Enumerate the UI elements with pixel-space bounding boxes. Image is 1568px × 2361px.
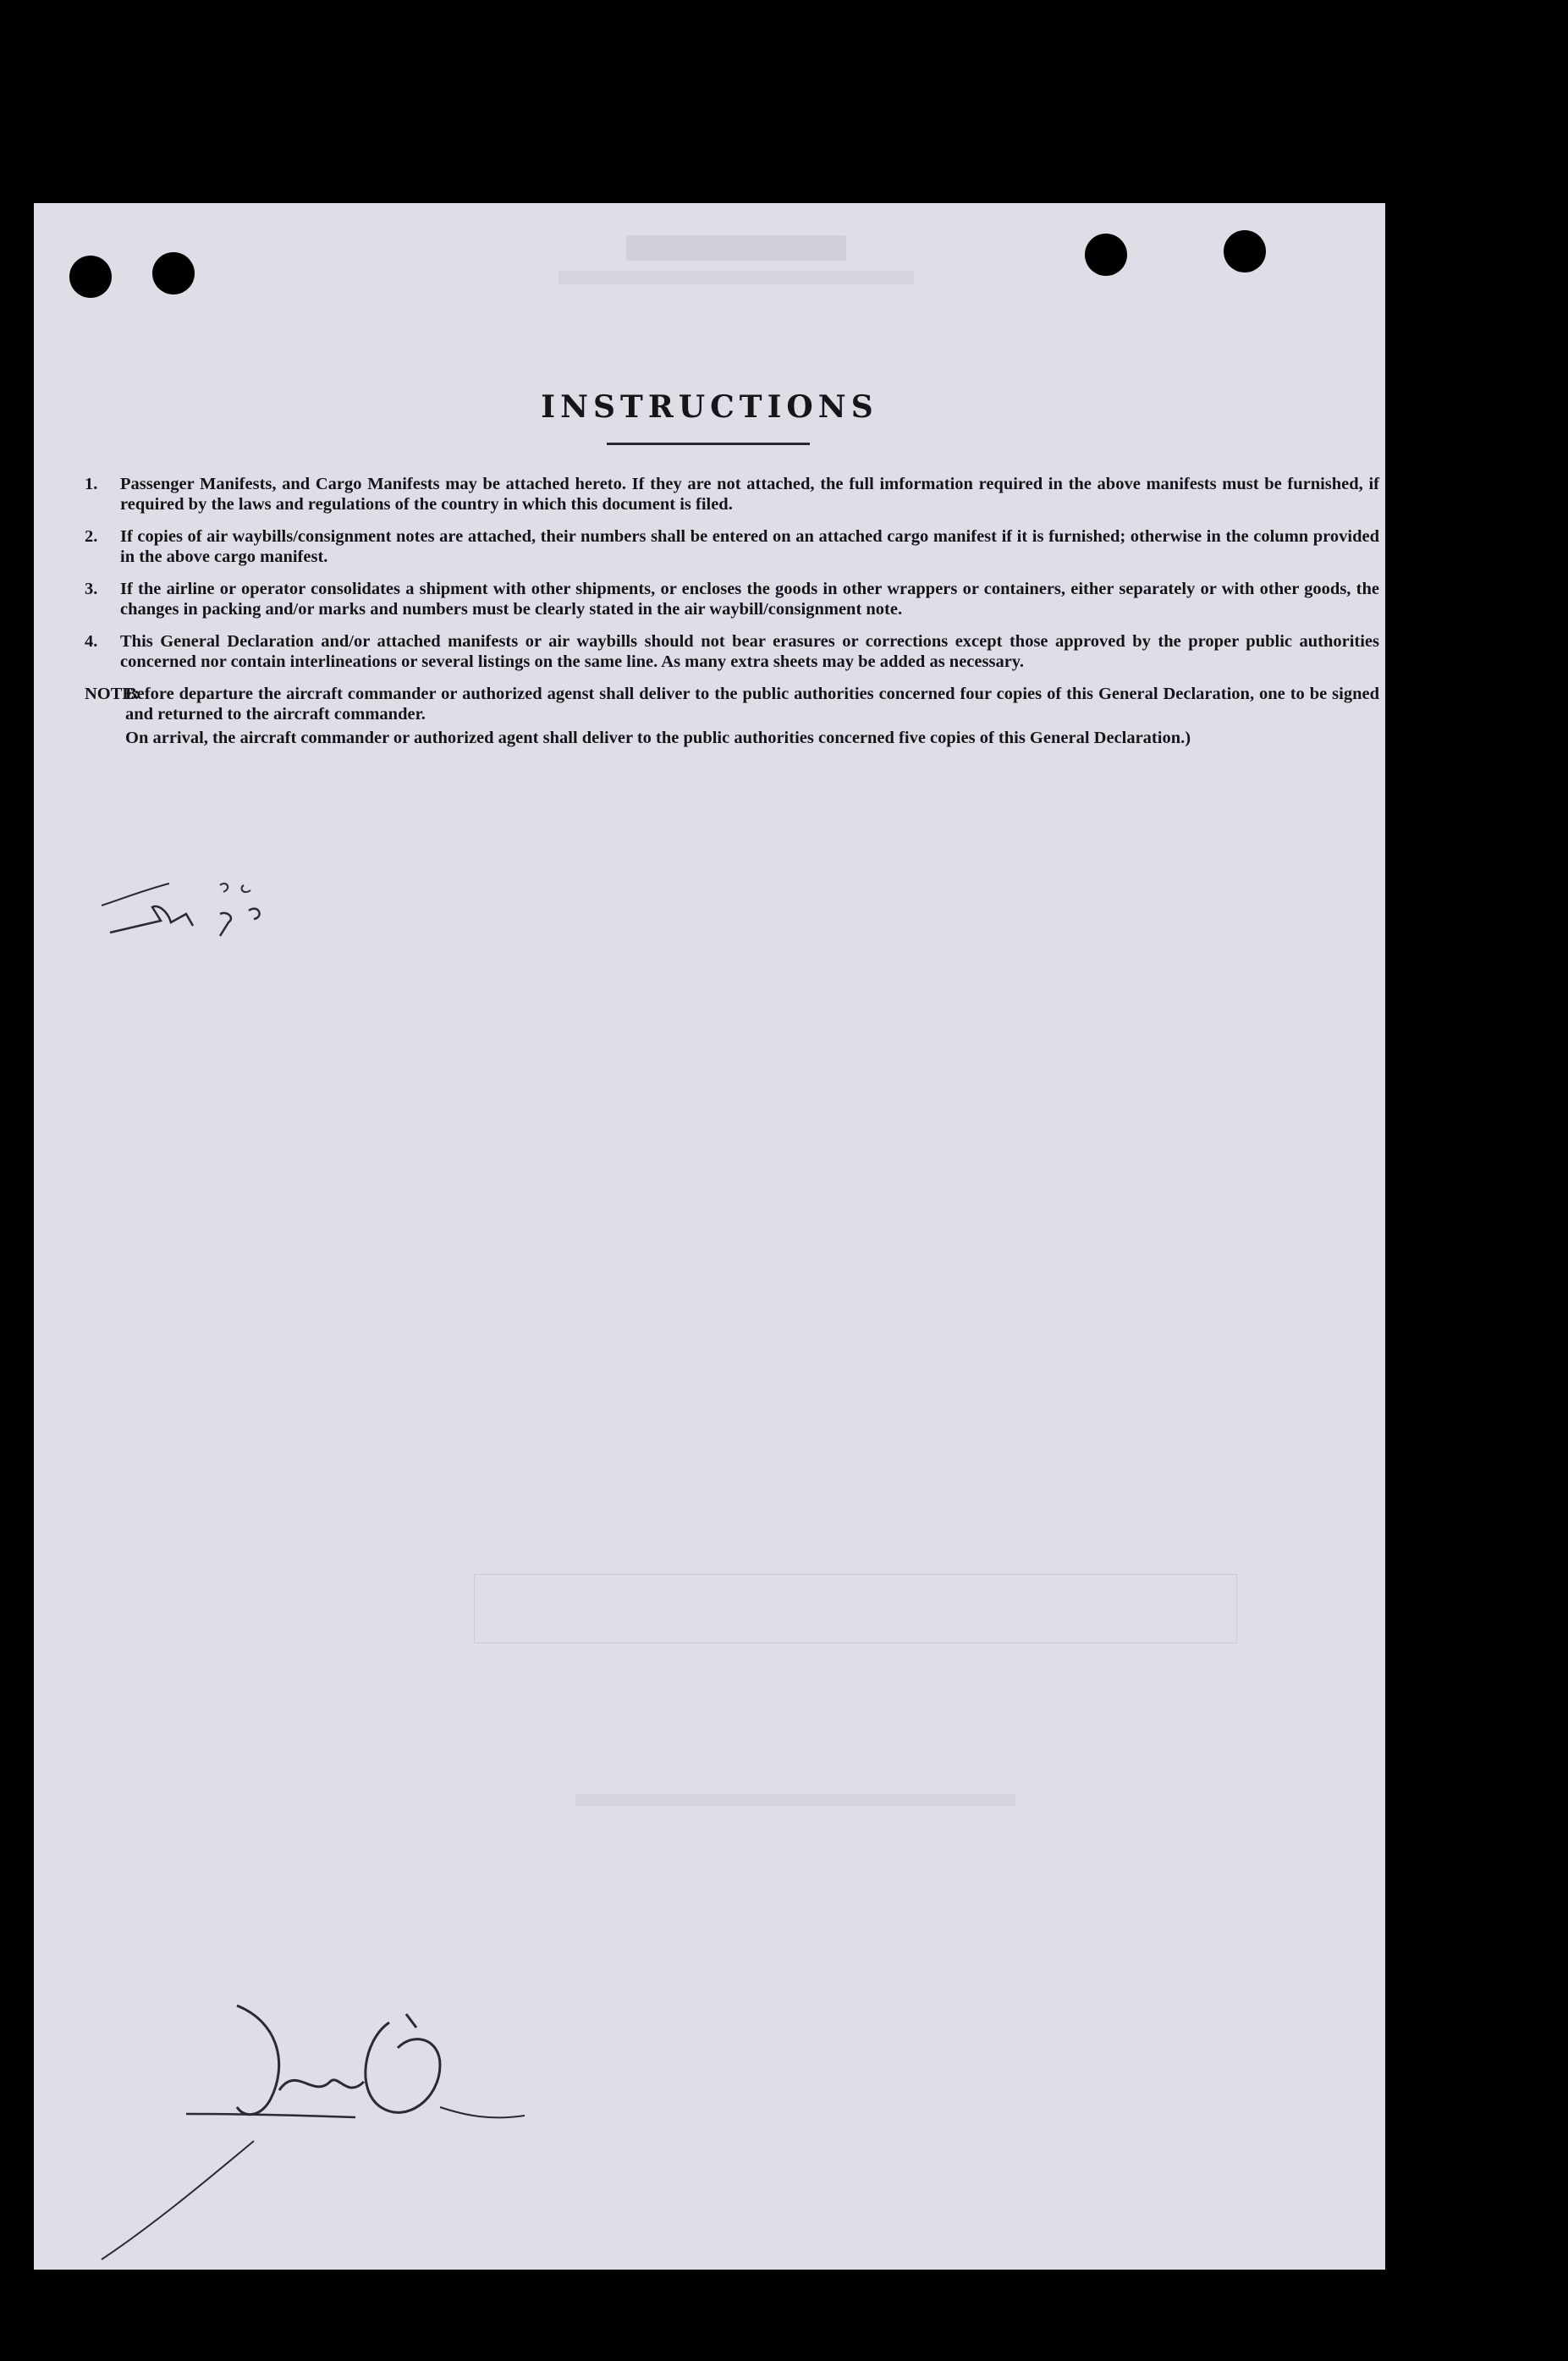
document-page xyxy=(34,203,1385,2270)
instruction-item xyxy=(85,631,1379,672)
instruction-item xyxy=(85,474,1379,515)
instruction-item xyxy=(85,579,1379,619)
item-text: Passenger Manifests, and Cargo Manifests may be attached hereto. If they are not attached, the full imformation required in the above manifests must be furnished, if required by the laws and regulations of the country in which this document is filed. xyxy=(120,475,1379,514)
note-paragraph: Before departure the aircraft commander or authorized agenst shall deliver to the public authorities concerned four copies of this General Declaration, one to be signed and returned to the aircraft commander. xyxy=(125,685,1379,724)
handwritten-signature xyxy=(85,1972,609,2268)
item-text: This General Declaration and/or attached manifests or air waybills should not bear erasures or corrections except those approved by the proper public authorities concerned nor contain interlineations or several listings on the same line. As many extra sheets may be added as necessary. xyxy=(120,632,1379,671)
bleed-through-heading xyxy=(626,235,846,261)
punch-hole-left-2 xyxy=(152,252,195,294)
title-underline xyxy=(607,443,810,445)
punch-hole-right-1 xyxy=(1085,234,1127,276)
bleed-through-line xyxy=(575,1794,1015,1806)
punch-hole-left-1 xyxy=(69,256,112,298)
bleed-through-subheading xyxy=(558,271,914,284)
item-number: 2. xyxy=(85,527,98,546)
note-block xyxy=(85,684,1379,751)
instructions-title: INSTRUCTIONS xyxy=(541,389,878,425)
item-number: 4. xyxy=(85,632,98,651)
item-text: If the airline or operator consolidates a shipment with other shipments, or encloses the goods in other wrappers or containers, either separately or with other goods, the changes in packing and/or marks and numbers must be clearly stated in the air waybill/consignment note. xyxy=(120,580,1379,619)
instruction-item xyxy=(85,526,1379,567)
note-label: NOTE: xyxy=(85,685,140,703)
item-number: 3. xyxy=(85,580,98,598)
note-body xyxy=(125,684,1379,751)
item-text: If copies of air waybills/consignment notes are attached, their numbers shall be entered on an attached cargo manifest if it is furnished; otherwise in the column provided in the above cargo manifest. xyxy=(120,527,1379,566)
handwritten-initials xyxy=(93,855,313,956)
punch-hole-right-2 xyxy=(1224,230,1266,272)
item-number: 1. xyxy=(85,475,98,493)
instructions-list xyxy=(85,474,1379,751)
note-paragraph: On arrival, the aircraft commander or authorized agent shall deliver to the public authorities concerned five copies of this General Declaration.) xyxy=(125,729,1191,747)
bleed-through-table xyxy=(474,1574,1237,1643)
